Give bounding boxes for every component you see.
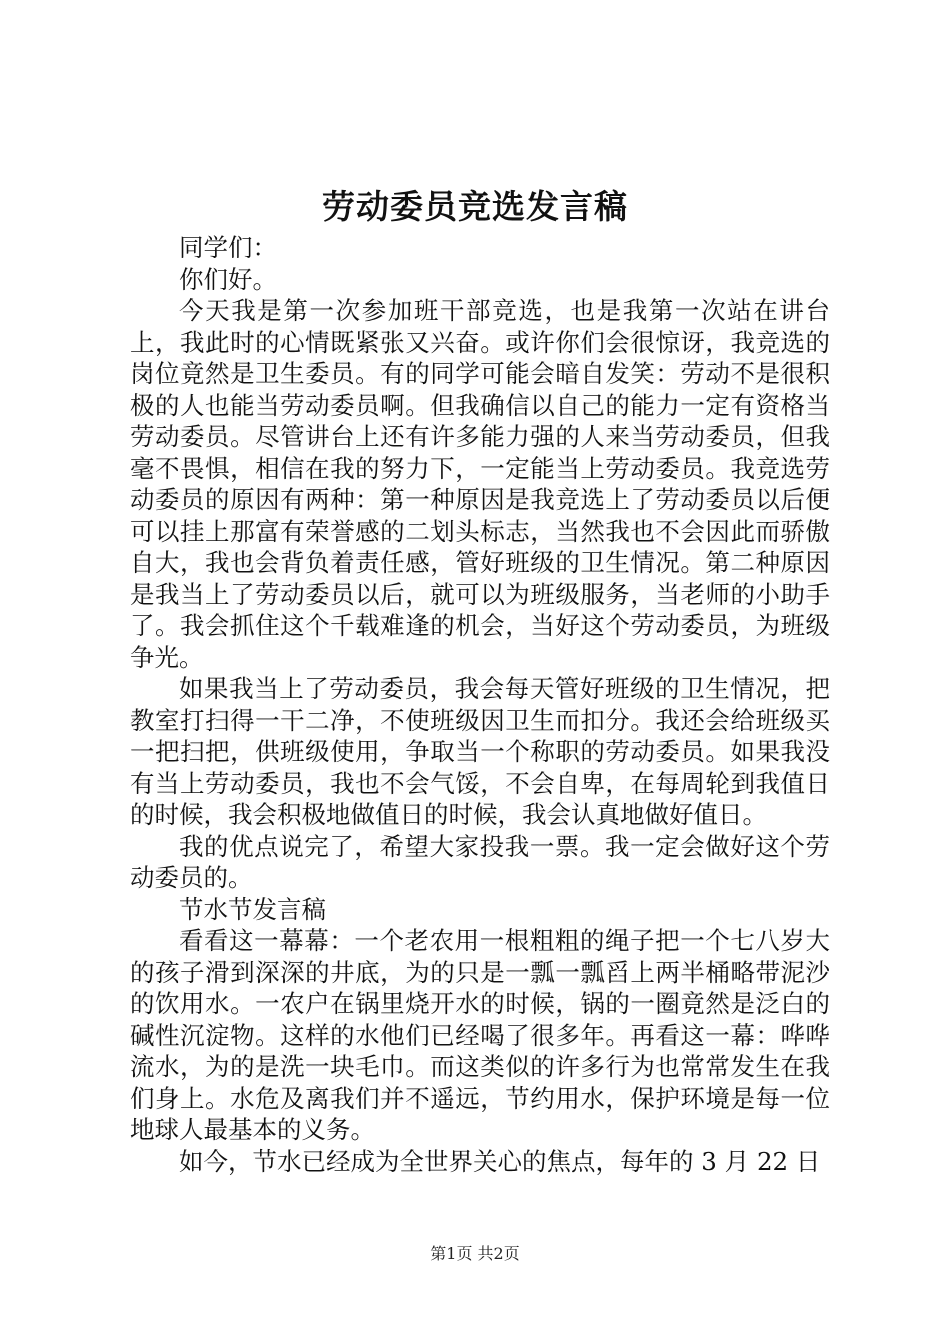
paragraph-water-continued: 如今，节水已经成为全世界关心的焦点，每年的 3 月 22 日 [179,1146,821,1176]
document-body [130,232,830,1177]
paragraph-closing: 我的优点说完了，希望大家投我一票。我一定会做好这个劳动委员的。 [130,831,830,892]
page-number: 第1页 共2页 [430,1244,520,1263]
paragraph-plan: 如果我当上了劳动委员，我会每天管好班级的卫生情况，把教室打扫得一干二净，不使班级因卫生而扣分。我还会给班级买一把扫把，供班级使用，争取当一个称职的劳动委员。如果我没有当上劳动委员，我也不会气馁，不会自卑，在每周轮到我值日的时候，我会积极地做值日的时候，我会认真地做好值日。 [130,674,830,829]
section-heading: 节水节发言稿 [179,894,326,924]
paragraph-water: 看看这一幕幕：一个老农用一根粗粗的绳子把一个七八岁大的孩子滑到深深的井底，为的只是一瓢一瓢舀上两半桶略带泥沙的饮用水。一农户在锅里烧开水的时候，锅的一圈竟然是泛白的碱性沉淀物。这样的水他们已经喝了很多年。再看这一幕：哗哗流水，为的是洗一块毛巾。而这类似的许多行为也常常发生在我们身上。水危及离我们并不遥远，节约用水，保护环境是每一位地球人最基本的义务。 [130,926,830,1144]
salutation: 同学们： [179,233,277,262]
greeting: 你们好。 [179,264,277,294]
paragraph-intro: 今天我是第一次参加班干部竞选，也是我第一次站在讲台上，我此时的心情既紧张又兴奋。或许你们会很惊讶，我竞选的岗位竟然是卫生委员。有的同学可能会暗自发笑：劳动不是很积极的人也能当劳动委员啊。但我确信以自己的能力一定有资格当劳动委员。尽管讲台上还有许多能力强的人来当劳动委员，但我毫不畏惧，相信在我的努力下，一定能当上劳动委员。我竞选劳动委员的原因有两种：第一种原因是我竞选上了劳动委员以后便可以挂上那富有荣誉感的二划头标志，当然我也不会因此而骄傲自大，我也会背负着责任感，管好班级的卫生情况。第二种原因是我当上了劳动委员以后，就可以为班级服务，当老师的小助手了。我会抓住这个千载难逢的机会，当好这个劳动委员，为班级争光。 [130,296,830,672]
document-title: 劳动委员竞选发言稿 [322,187,628,226]
